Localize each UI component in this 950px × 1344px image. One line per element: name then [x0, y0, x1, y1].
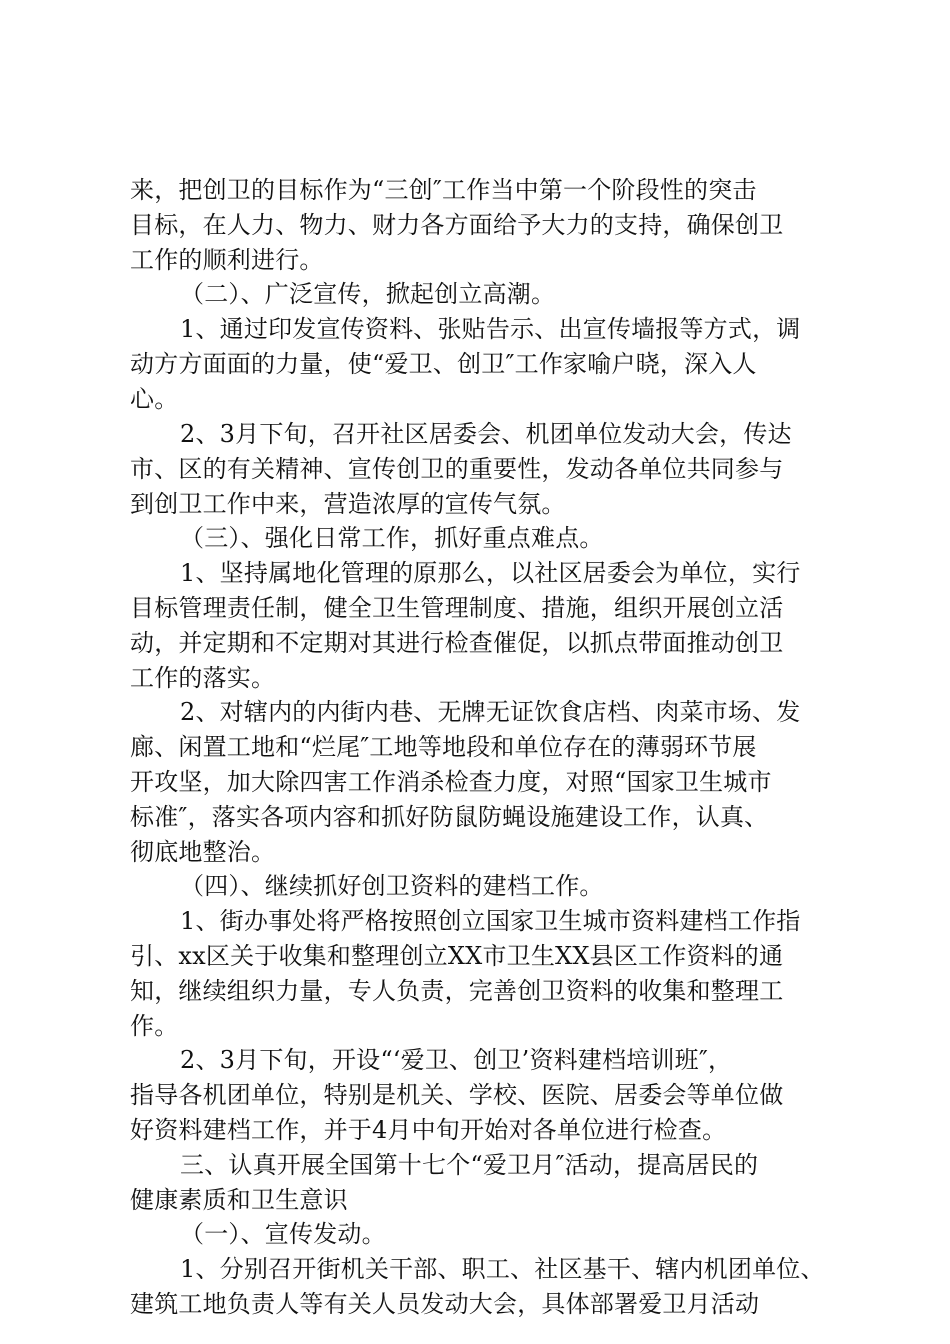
section-heading: （四）、继续抓好创卫资料的建档工作。	[180, 872, 604, 900]
text-line: 建筑工地负责人等有关人员发动大会，具体部署爱卫月活动	[130, 1290, 760, 1318]
text-line: 好资料建档工作，并于4月中旬开始对各单位进行检查。	[130, 1116, 727, 1144]
text-line: 彻底地整治。	[130, 838, 276, 866]
text-line: 目标，在人力、物力、财力各方面给予大力的支持，确保创卫	[130, 211, 784, 239]
text-line: 动，并定期和不定期对其进行检查催促，以抓点带面推动创卫	[130, 629, 784, 657]
text-line: 标准″，落实各项内容和抓好防鼠防蝇设施建设工作，认真、	[130, 803, 769, 831]
section-heading: 健康素质和卫生意识	[130, 1186, 348, 1214]
text-line: 工作的落实。	[130, 664, 276, 692]
text-line: 到创卫工作中来，营造浓厚的宣传气氛。	[130, 490, 566, 518]
section-heading: 三、认真开展全国第十七个“爱卫月″活动，提高居民的	[180, 1151, 759, 1179]
text-line: 2、3月下旬，召开社区居委会、机团单位发动大会，传达	[180, 420, 792, 448]
text-line: 动方方面面的力量，使“爱卫、创卫″工作家喻户晓，深入人	[130, 350, 757, 378]
text-line: 市、区的有关精神、宣传创卫的重要性，发动各单位共同参与	[130, 455, 784, 483]
text-line: 2、对辖内的内街内巷、无牌无证饮食店档、肉菜市场、发	[180, 698, 801, 726]
text-line: 开攻坚，加大除四害工作消杀检查力度，对照“国家卫生城市	[130, 768, 772, 796]
text-line: 工作的顺利进行。	[130, 246, 324, 274]
text-line: 来，把创卫的目标作为“三创″工作当中第一个阶段性的突击	[130, 176, 757, 204]
text-line: 引、xx区关于收集和整理创立XX市卫生XX县区工作资料的通	[130, 942, 784, 970]
text-line: 心。	[130, 385, 179, 413]
section-heading: （一）、宣传发动。	[180, 1220, 386, 1248]
section-heading: （二）、广泛宣传，掀起创立高潮。	[180, 280, 556, 308]
text-line: 1、街办事处将严格按照创立国家卫生城市资料建档工作指	[180, 907, 801, 935]
text-line: 2、3月下旬，开设“‘爱卫、创卫’资料建档培训班″，	[180, 1046, 733, 1074]
section-heading: （三）、强化日常工作，抓好重点难点。	[180, 524, 604, 552]
text-line: 1、坚持属地化管理的原那么，以社区居委会为单位，实行	[180, 559, 801, 587]
text-line: 廊、闲置工地和“烂尾″工地等地段和单位存在的薄弱环节展	[130, 733, 757, 761]
text-line: 作。	[130, 1012, 179, 1040]
text-line: 知，继续组织力量，专人负责，完善创卫资料的收集和整理工	[130, 977, 784, 1005]
text-line: 目标管理责任制，健全卫生管理制度、措施，组织开展创立活	[130, 594, 784, 622]
text-line: 1、分别召开街机关干部、职工、社区基干、辖内机团单位、	[180, 1255, 825, 1283]
text-line: 指导各机团单位，特别是机关、学校、医院、居委会等单位做	[130, 1081, 784, 1109]
text-line: 1、通过印发宣传资料、张贴告示、出宣传墙报等方式，调	[180, 315, 801, 343]
